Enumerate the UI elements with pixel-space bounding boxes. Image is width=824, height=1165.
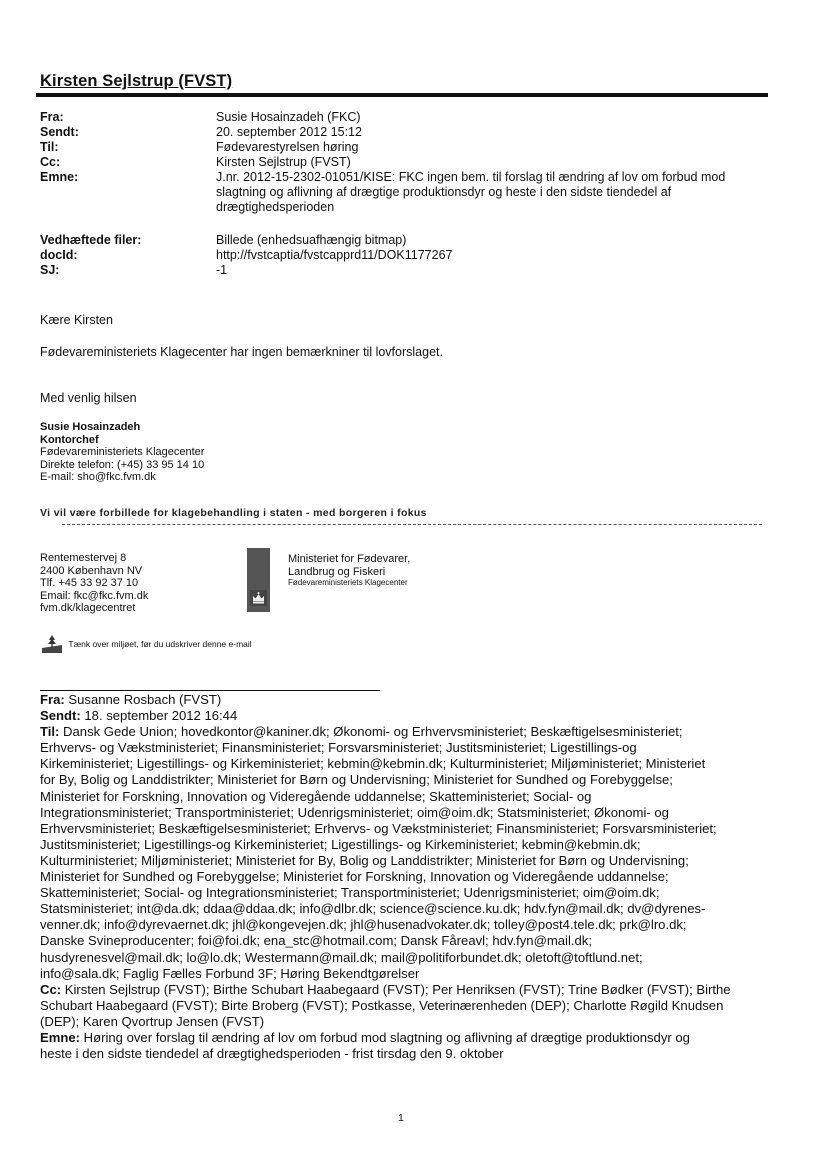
address-web: fvm.dk/klagecentret <box>40 602 136 614</box>
field-label: Cc: <box>40 155 61 169</box>
fwd-sent: Sendt: 18. september 2012 16:44 <box>40 708 238 724</box>
field-label: Emne: <box>40 170 79 184</box>
signature-name: Susie Hosainzadeh <box>40 421 141 433</box>
address-block <box>40 552 148 615</box>
to-line: Kulturministeriet; Miljøministeriet; Ministeriet for By, Bolig og Landdistrikter; Ministeriet for Børn og Undervisning; <box>40 852 689 868</box>
to-line: venner.dk; info@dyrevaernet.dk; jhl@kongevejen.dk; jhl@husenadvokater.dk; tolley@post4.tele.dk; prk@lro.dk; <box>40 917 687 933</box>
address-phone: Tlf. +45 33 92 37 10 <box>40 577 139 589</box>
address-email: Email: fkc@fkc.fvm.dk <box>40 589 149 602</box>
fwd-from: Fra: Susanne Rosbach (FVST) <box>40 692 222 707</box>
field-value: 20. september 2012 15:12 <box>216 125 362 139</box>
environment-note <box>40 634 252 654</box>
to-line: info@sala.dk; Faglig Fælles Forbund 3F; Høring Bekendtgørelser <box>40 965 420 981</box>
greeting: Kære Kirsten <box>40 313 113 327</box>
address-city: 2400 København NV <box>40 564 143 577</box>
to-line: Integrationsministeriet; Transportministeriet; Udenrigsministeriet; oim@oim.dk; Statsministeriet; Økonomi- og <box>40 804 669 820</box>
ministry-line1: Ministeriet for Fødevarer, <box>288 553 411 565</box>
crown-logo-icon <box>247 548 270 612</box>
to-line: Danske Svineproducenter; foi@foi.dk; ena_stc@hotmail.com; Dansk Fåreavl; hdv.fyn@mail.dk; <box>40 933 592 949</box>
to-line: Dansk Gede Union; hovedkontor@kaniner.dk; Økonomi- og Erhvervsministeriet; Beskæftigelsesministeriet; <box>63 724 683 740</box>
subject-line: heste i den sidste tiendedel af drægtighedsperioden - frist tirsdag den 9. oktober <box>40 1046 504 1062</box>
field-value: -1 <box>216 263 228 277</box>
sender-heading: Kirsten Sejlstrup (FVST) <box>40 72 233 90</box>
cc-line: Kirsten Sejlstrup (FVST); Birthe Schubart Haabegaard (FVST); Per Henriksen (FVST); Trine Bødker (FVST); Birthe <box>64 981 731 997</box>
to-line: Ministeriet for Sundhed og Forebyggelse; Ministeriet for Forskning, Innovation og Videregående uddannelse; <box>40 869 669 885</box>
fwd-to: Til: Dansk Gede Union; hovedkontor@kaniner.dk; Økonomi- og Erhvervsministeriet; Beskæftigelsesministeriet; Erhvervs- og Vækstministeriet; Finansministeriet; Forsvarsministeriet; Justitsministeriet; Ligestillings-og Kirkeministeriet; Ligestillings- og Kirkeministeriet; kebmin@kebmin.dk; Kulturministeriet; Miljøministeriet; Ministeriet for By, Bolig og Landdistrikter; Ministeriet for Børn og Undervisning; Ministeriet for Sundhed og Forebyggelse; Ministeriet for Forskning, Innovation og Videregående uddannelse; Skatteministeriet; Social- og Integrationsministeriet; Transportministeriet; Udenrigsministeriet; oim@oim.dk; Statsministeriet; Økonomi- og Erhvervsministeriet; Beskæftigelsesministeriet; Erhvervs- og Vækstministeriet; Finansministeriet; Forsvarsministeriet; Justitsministeriet; Ligestillings-og Kirkeministeriet; Ligestillings- og Kirkeministeriet; kebmin@kebmin.dk; Kulturministeriet; Miljøministeriet; Ministeriet for By, Bolig og Landdistrikter; Ministeriet for Børn og Undervisning; Ministeriet for Sundhed og Forebyggelse; Ministeriet for Forskning, Innovation og Videregående uddannelse; Skatteministeriet; Social- og Integrationsministeriet; Transportministeriet; Udenrigsministeriet; oim@oim.dk; Statsministeriet; int@da.dk; ddaa@ddaa.dk; info@dlbr.dk; science@science.ku.dk; hdv.fyn@mail.dk; dv@dyrenes- venner.dk; info@dyrevaernet.dk; jhl@kongevejen.dk; jhl@husenadvokater.dk; tolley@post4.tele.dk; prk@lro.dk; Danske Svineproducenter; foi@foi.dk; ena_stc@hotmail.com; Dansk Fåreavl; hdv.fyn@mail.dk; husdyrenesvel@mail.dk; lo@lo.dk; Westermann@mail.dk; mail@politiforbundet.dk; oletoft@toftlund.net; info@sala.dk; Faglig Fælles Forbund 3F; Høring Bekendtgørelser <box>40 724 765 982</box>
heading-rule <box>36 93 768 97</box>
forwarded-email <box>40 692 765 1062</box>
closing: Med venlig hilsen <box>40 391 137 405</box>
to-line: for By, Bolig og Landdistrikter; Ministeriet for Børn og Undervisning; Ministeriet for Sundhed og Forebyggelse; <box>40 772 673 788</box>
signature <box>40 421 204 484</box>
signature-email: E-mail: sho@fkc.fvm.dk <box>40 471 156 483</box>
body-paragraph: Fødevareministeriets Klagecenter har ingen bemærkniner til lovforslaget. <box>40 345 443 359</box>
environment-text: Tænk over miljøet, før du udskriver denne e-mail <box>68 639 252 649</box>
field-label: Til: <box>40 140 59 154</box>
page-number: 1 <box>398 1112 404 1124</box>
to-line: Ministeriet for Forskning, Innovation og Videregående uddannelse; Skatteministeriet; Social- og <box>40 788 592 804</box>
signature-title: Kontorchef <box>40 433 99 446</box>
field-label: Vedhæftede filer: <box>40 233 142 247</box>
subject-line: Høring over forslag til ændring af lov om forbud mod slagtning og aflivning af drægtige produktionsdyr og <box>83 1029 690 1045</box>
cc-line: (DEP); Karen Qvortrup Jensen (FVST) <box>40 1013 265 1029</box>
cc-line: Schubart Haabegaard (FVST); Birte Broberg (FVST); Postkasse, Veterinærenheden (DEP); Charlotte Røgild Knudsen <box>40 997 724 1013</box>
to-line: Skatteministeriet; Social- og Integrationsministeriet; Transportministeriet; Udenrigsministeriet; oim@oim.dk; <box>40 885 660 901</box>
field-value: http://fvstcaptia/fvstcapprd11/DOK1177267 <box>216 248 453 262</box>
field-label: Sendt: <box>40 125 79 139</box>
field-label: docId: <box>40 248 78 262</box>
field-value: Fødevarestyrelsen høring <box>216 140 359 154</box>
ministry-block <box>288 553 410 588</box>
address-street: Rentemestervej 8 <box>40 552 127 564</box>
field-value: Billede (enhedsuafhængig bitmap) <box>216 233 407 247</box>
field-value: Susie Hosainzadeh (FKC) <box>216 110 361 124</box>
signature-org: Fødevareministeriets Klagecenter <box>40 446 205 458</box>
forward-divider <box>40 690 380 691</box>
field-label: SJ: <box>40 263 60 277</box>
ministry-line3: Fødevareministeriets Klagecenter <box>288 578 408 587</box>
signature-phone: Direkte telefon: (+45) 33 95 14 10 <box>40 458 205 471</box>
to-line: Erhvervs- og Vækstministeriet; Finansministeriet; Forsvarsministeriet; Justitsministeriet; Ligestillings-og <box>40 740 637 756</box>
to-line: husdyrenesvel@mail.dk; lo@lo.dk; Westermann@mail.dk; mail@politiforbundet.dk; oletoft@toftlund.net; <box>40 949 643 965</box>
fwd-subject: Emne: Høring over forslag til ændring af lov om forbud mod slagtning og aflivning af drægtige produktionsdyr og heste i den sidste tiendedel af drægtighedsperioden - frist tirsdag den 9. oktober <box>40 1030 765 1062</box>
field-value: Kirsten Sejlstrup (FVST) <box>216 155 351 169</box>
field-label: Fra: <box>40 110 64 124</box>
to-line: Erhvervsministeriet; Beskæftigelsesministeriet; Erhvervs- og Vækstministeriet; Finansministeriet; Forsvarsministeriet; <box>40 820 717 836</box>
to-line: Statsministeriet; int@da.dk; ddaa@ddaa.dk; info@dlbr.dk; science@science.ku.dk; hdv.fyn@mail.dk; dv@dyrenes- <box>40 901 706 917</box>
crown-icon <box>250 590 267 606</box>
field-value: J.nr. 2012-15-2302-01051/KISE: FKC ingen bem. til forslag til ændring af lov om forbud mod slagtning og aflivning af drægtige produktionsdyr og heste i den sidste tiendedel af drægtighedsperioden <box>216 170 726 214</box>
to-line: Justitsministeriet; Ligestillings-og Kirkeministeriet; Ligestillings- og Kirkeministeriet; kebmin@kebmin.dk; <box>40 836 641 852</box>
fwd-cc: Cc: Kirsten Sejlstrup (FVST); Birthe Schubart Haabegaard (FVST); Per Henriksen (FVST); Trine Bødker (FVST); Birthe Schubart Haabegaard (FVST); Birte Broberg (FVST); Postkasse, Veterinærenheden (DEP); Charlotte Røgild Knudsen (DEP); Karen Qvortrup Jensen (FVST) <box>40 982 765 1030</box>
motto: Vi vil være forbillede for klagebehandling i staten - med borgeren i fokus <box>40 507 427 519</box>
divider <box>62 524 762 525</box>
to-line: Kirkeministeriet; Ligestillings- og Kirkeministeriet; kebmin@kebmin.dk; Kulturministeriet; Miljøministeriet; Ministeriet <box>40 756 706 772</box>
ministry-line2: Landbrug og Fiskeri <box>288 565 386 578</box>
environment-icon <box>40 634 64 654</box>
